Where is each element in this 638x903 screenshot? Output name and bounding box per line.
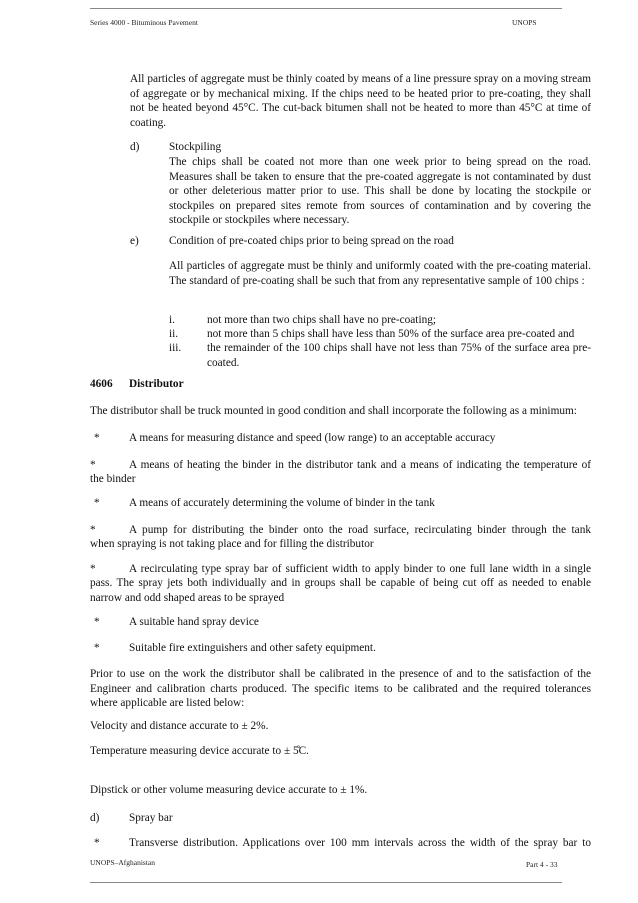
bullet-7-mark: *: [94, 642, 100, 654]
tolerance-temperature: Temperature measuring device accurate to ± 5̊C.: [90, 745, 310, 757]
subitem-2-num: ii.: [169, 328, 179, 340]
subitem-1-text: not more than two chips shall have no pre-coating;: [207, 314, 437, 326]
subitem-3-num: iii.: [169, 342, 182, 354]
last-bullet-text: Transverse distribution. Applications over 100 mm intervals across the width of the spray bar to: [129, 837, 591, 849]
bullet-1-mark: *: [94, 432, 100, 444]
intro-paragraph: All particles of aggregate must be thinly coated by means of a line pressure spray on a moving stream of aggregate or by mechanical mixing. If the chips need to be heated prior to pre-coating, they shall not be heated beyond 45°C. The cut-back bitumen shall not be heated to more than 45°C at time of coating.: [130, 73, 591, 129]
calibration-paragraph: Prior to use on the work the distributor shall be calibrated in the presence of and to the satisfaction of the Engineer and calibration charts produced. The specific items to be calibrated and the required tolerances where applicable are listed below:: [90, 668, 591, 710]
item-d-label: d): [130, 141, 140, 153]
tolerance-velocity: Velocity and distance accurate to ± 2%.: [90, 720, 269, 732]
bullet-1-text: A means for measuring distance and speed (low range) to an acceptable accuracy: [129, 432, 496, 444]
bullet-6-mark: *: [94, 616, 100, 628]
tolerance-dipstick: Dipstick or other volume measuring device accurate to ± 1%.: [90, 784, 368, 796]
item-e-title: Condition of pre-coated chips prior to being spread on the road: [169, 235, 454, 247]
bullet-5-cont: pass. The spray jets both individually and in groups shall be capable of being cut off as needed to enable narrow and odd shaped areas to be sprayed: [90, 577, 591, 604]
subitem-1-num: i.: [169, 314, 175, 326]
footer-rule: [90, 882, 562, 883]
item-e-text: All particles of aggregate must be thinly and uniformly coated with the pre-coating material. The standard of pre-coating shall be such that from any representative sample of 100 chips :: [169, 260, 591, 287]
bullet-5-mark: *: [90, 563, 96, 575]
bullet-5-text: A recirculating type spray bar of sufficient width to apply binder to one full lane width in a single: [129, 563, 591, 575]
header-left: Series 4000 - Bituminous Pavement: [90, 18, 198, 27]
last-bullet-mark: *: [94, 837, 100, 849]
bullet-6-text: A suitable hand spray device: [129, 616, 259, 628]
distributor-intro: The distributor shall be truck mounted in good condition and shall incorporate the following as a minimum:: [90, 405, 577, 417]
header-right: UNOPS: [512, 18, 537, 27]
bullet-4-text: A pump for distributing the binder onto the road surface, recirculating binder through the tank: [129, 524, 591, 536]
section-number: 4606: [90, 378, 113, 390]
subitem-2-text: not more than 5 chips shall have less than 50% of the surface area pre-coated and: [207, 328, 575, 340]
spray-bar-title: Spray bar: [129, 812, 173, 824]
bullet-2-cont: the binder: [90, 473, 136, 485]
item-e-label: e): [130, 235, 139, 247]
item-d-text: The chips shall be coated not more than one week prior to being spread on the road. Measures shall be taken to ensure that the pre-coated aggregate is not contaminated by dust or other deleterious matter prior to use. This shall be done by locating the stockpile or stockpiles on prepared sites remote from sources of contamination and by covering the stockpile or stockpiles where necessary.: [169, 156, 591, 227]
header-rule: [90, 8, 562, 9]
bullet-7-text: Suitable fire extinguishers and other safety equipment.: [129, 642, 376, 654]
footer-left: UNOPS–Afghanistan: [90, 858, 155, 867]
bullet-2-mark: *: [90, 459, 96, 471]
section-title: Distributor: [129, 378, 184, 390]
footer-right: Part 4 - 33: [526, 860, 558, 869]
bullet-2-text: A means of heating the binder in the distributor tank and a means of indicating the temperature of: [129, 459, 591, 471]
item-d-title: Stockpiling: [169, 141, 222, 153]
bullet-3-text: A means of accurately determining the volume of binder in the tank: [129, 497, 435, 509]
spray-bar-label: d): [90, 812, 100, 824]
bullet-4-mark: *: [90, 524, 96, 536]
bullet-4-cont: when spraying is not taking place and for filling the distributor: [90, 538, 374, 550]
bullet-3-mark: *: [94, 497, 100, 509]
subitem-3-text: the remainder of the 100 chips shall have not less than 75% of the surface area pre-coated.: [207, 342, 591, 369]
